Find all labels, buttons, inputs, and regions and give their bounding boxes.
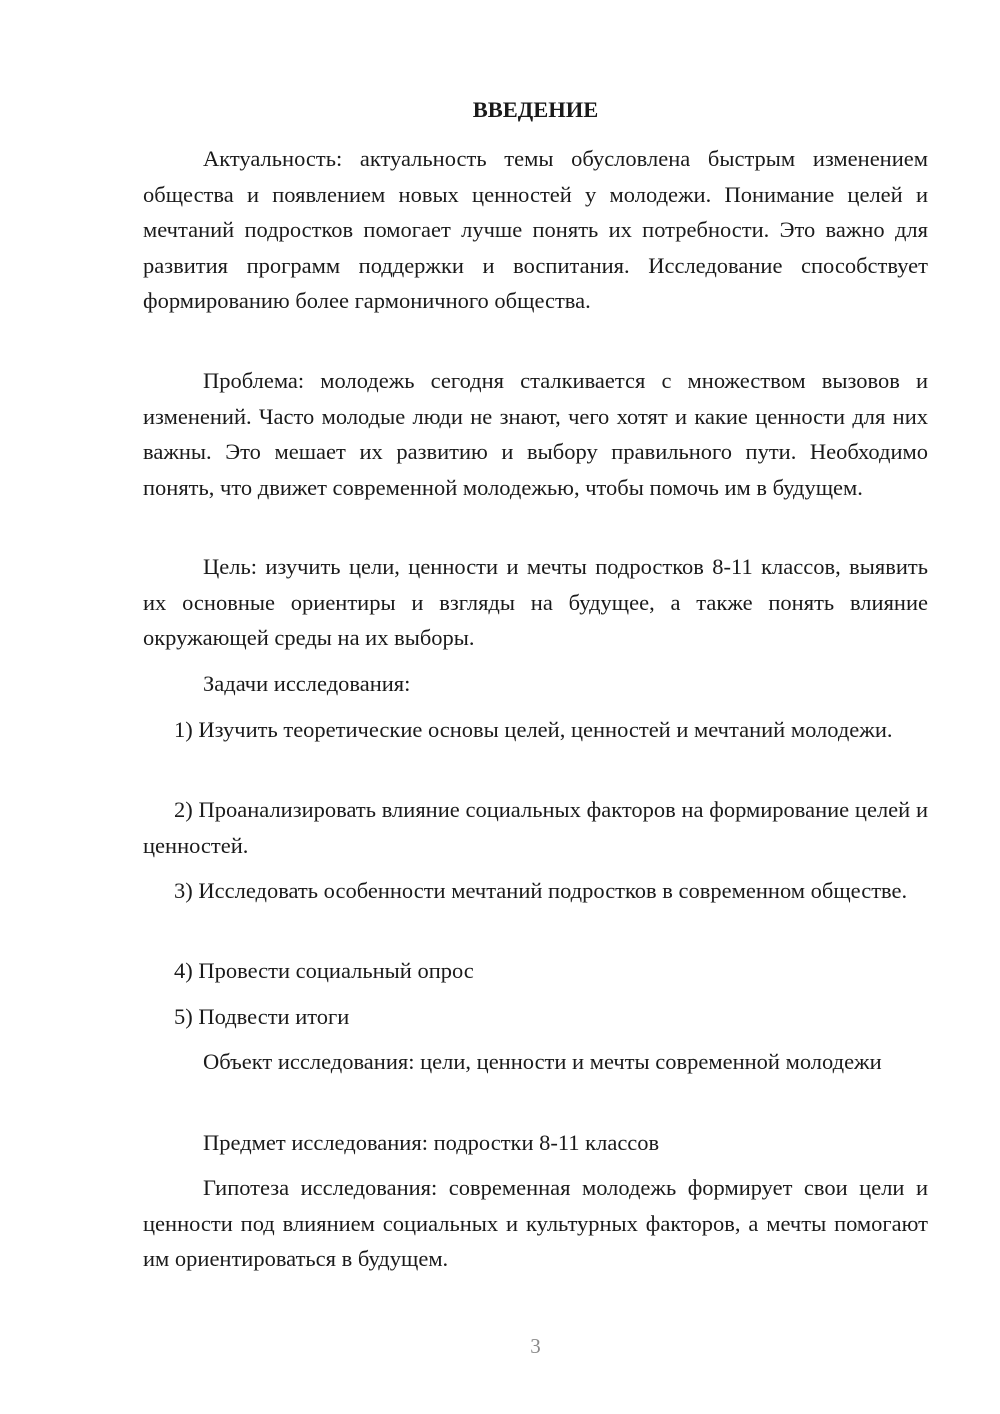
task-item-5: 5) Подвести итоги [174,1004,350,1029]
tasks-heading: Задачи исследования: [203,671,411,696]
paragraph-object: Объект исследования: цели, ценности и мечты современной молодежи [203,1049,882,1074]
task-item-2: 2) Проанализировать влияние социальных факторов на формирование целей и ценностей. [143,797,928,858]
task-item-1: 1) Изучить теоретические основы целей, ценностей и мечтаний молодежи. [174,717,893,742]
page-number: 3 [530,1334,541,1358]
document-page [143,0,928,1414]
page-title: ВВЕДЕНИЕ [472,97,599,122]
paragraph-actuality: Актуальность: актуальность темы обусловлена быстрым изменением общества и появлением новых ценностей у молодежи. Понимание целей и мечтаний подростков помогает лучше понять их потребности. Это важно для развития программ поддержки и воспитания. Исследование способствует формированию более гармоничного общества. [143,146,928,313]
paragraph-subject: Предмет исследования: подростки 8-11 классов [203,1130,660,1155]
paragraph-problem: Проблема: молодежь сегодня сталкивается с множеством вызовов и изменений. Часто молодые люди не знают, чего хотят и какие ценности для них важны. Это мешает их развитию и выбору правильного пути. Необходимо понять, что движет современной молодежью, чтобы помочь им в будущем. [143,368,928,500]
paragraph-goal: Цель: изучить цели, ценности и мечты подростков 8-11 классов, выявить их основные ориентиры и взгляды на будущее, а также понять влияние окружающей среды на их выборы. [143,554,928,650]
task-item-4: 4) Провести социальный опрос [174,958,474,983]
task-item-3: 3) Исследовать особенности мечтаний подростков в современном обществе. [174,878,908,903]
paragraph-hypothesis: Гипотеза исследования: современная молодежь формирует свои цели и ценности под влиянием социальных и культурных факторов, а мечты помогают им ориентироваться в будущем. [143,1175,928,1271]
